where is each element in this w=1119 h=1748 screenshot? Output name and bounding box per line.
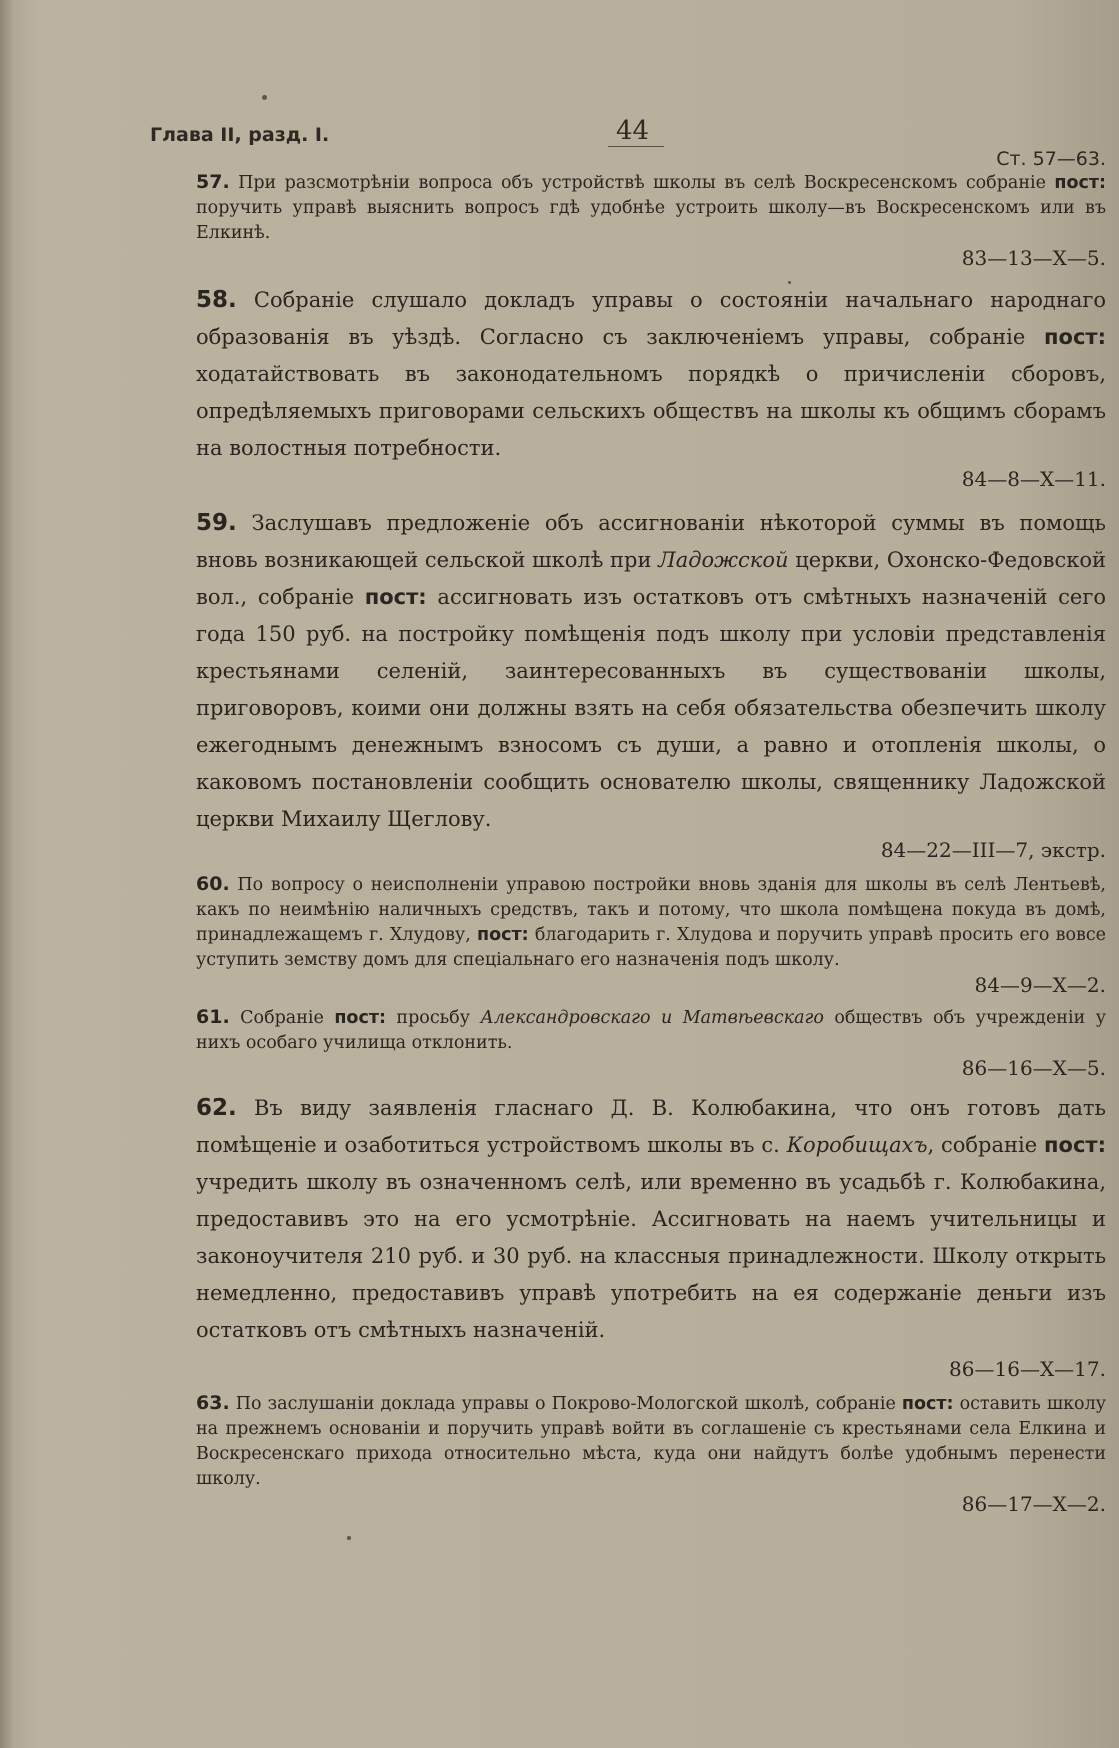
article-number: 62.: [196, 1095, 237, 1121]
article-number: 60.: [196, 873, 230, 895]
articles-range: Ст. 57—63.: [996, 148, 1106, 170]
article-text: 60. По вопросу о неисполненіи управою постройки вновь зданія для школы въ селѣ Лентьевѣ, какъ по неимѣнію наличныхъ средствъ, такъ и потому, что школа помѣщена покуда въ домѣ, принадлежащемъ г. Хлудову, пост: благодарить г. Хлудова и поручить управѣ просить его вовсе уступить земству домъ для спеціальнаго его назначенія подъ школу.: [196, 873, 1106, 970]
article-59: [112, 505, 1106, 862]
decision-keyword: пост:: [1044, 1133, 1106, 1157]
decision-keyword: пост:: [364, 585, 427, 609]
article-text: 59. Заслушавъ предложеніе объ ассигнованіи нѣкоторой суммы въ помощь вновь возникающей сельской школѣ при Ладожской церкви, Охонско-Федовской вол., собраніе пост: ассигновать изъ остатковъ отъ смѣтныхъ назначеній сего года 150 руб. на постройку помѣщенія подъ школу при условіи представленія крестьянами селеній, заинтересованныхъ въ существованіи школы, приговоровъ, коими они должны взять на себя обязательства обезпечить школу ежегоднымъ денежнымъ взносомъ съ души, а равно и отопленія школы, о каковомъ постановленіи сообщить основателю школы, священнику Ладожской церкви Михаилу Щеглову.: [196, 510, 1106, 831]
article-62: [112, 1090, 1106, 1381]
article-number: 59.: [196, 510, 237, 536]
ink-speck: [788, 281, 791, 284]
page-number-rule: [608, 146, 664, 147]
article-text: 63. По заслушаніи доклада управы о Покрово-Мологской школѣ, собраніе пост: оставить школу на прежнемъ основаніи и поручить управѣ войти въ соглашеніе съ крестьянами села Елкина и Воскресенскаго прихода относительно мѣста, куда они найдутъ болѣе удобнымъ перенести школу.: [196, 1392, 1106, 1489]
village-name: Коробищахъ: [786, 1133, 928, 1157]
decision-keyword: пост:: [1044, 325, 1106, 349]
article-reference: 84—9—X—2.: [974, 973, 1106, 997]
decision-keyword: пост:: [477, 925, 529, 945]
article-text: 62. Въ виду заявленія гласнаго Д. В. Колюбакина, что онъ готовъ дать помѣщеніе и озаботиться устройствомъ школы въ с. Коробищахъ, собраніе пост: учредить школу въ означенномъ селѣ, или временно въ усадьбѣ г. Колюбакина, предоставивъ это на его усмотрѣніе. Ассигновать на наемъ учительницы и законоучителя 210 руб. и 30 руб. на классныя принадлежности. Школу открыть немедленно, предоставивъ управѣ употребить на ея содержаніе деньги изъ остатковъ отъ смѣтныхъ назначеній.: [196, 1095, 1106, 1342]
article-number: 63.: [196, 1392, 230, 1414]
society-names: Александровскаго и Матвѣевскаго: [480, 1008, 824, 1028]
article-number: 58.: [196, 287, 237, 313]
decision-keyword: пост:: [901, 1394, 954, 1414]
article-reference: 84—8—X—11.: [961, 467, 1106, 491]
article-text: 58. Собраніе слушало докладъ управы о состояніи начальнаго народнаго образованія въ уѣздѣ. Согласно съ заключеніемъ управы, собраніе пост: ходатайствовать въ законодательномъ порядкѣ о причисленіи сборовъ, опредѣляемыхъ приговорами сельскихъ обществъ на школы къ общимъ сборамъ на волостныя потребности.: [196, 287, 1106, 460]
article-reference: 86—17—X—2.: [961, 1492, 1106, 1516]
article-reference: 84—22—III—7, экстр.: [880, 838, 1106, 862]
article-58: [112, 282, 1106, 491]
article-reference: 83—13—X—5.: [961, 246, 1106, 270]
article-text: 57. При разсмотрѣніи вопроса объ устройствѣ школы въ селѣ Воскресенскомъ собраніе пост: поручить управѣ выяснить вопросъ гдѣ удобнѣе устроить школу—въ Воскресенскомъ или въ Елкинѣ.: [196, 171, 1106, 243]
article-number: 61.: [196, 1006, 230, 1028]
decision-keyword: пост:: [1054, 173, 1106, 193]
ink-speck: [347, 1536, 351, 1540]
article-text: 61. Собраніе пост: просьбу Александровскаго и Матвѣевскаго обществъ объ учрежденіи у нихъ особаго училища отклонить.: [196, 1006, 1106, 1053]
article-61: [112, 1005, 1106, 1080]
article-60: [112, 872, 1106, 997]
page-body: [112, 170, 1106, 1516]
article-reference: 86—16—X—17.: [949, 1357, 1106, 1381]
page-number: 44: [616, 116, 650, 146]
article-57: [112, 170, 1106, 270]
article-number: 57.: [196, 171, 230, 193]
ink-speck: [262, 95, 267, 100]
church-name: Ладожской: [658, 548, 789, 572]
chapter-section-label: Глава II, разд. I.: [150, 124, 330, 146]
decision-keyword: пост:: [334, 1008, 386, 1028]
article-63: [112, 1391, 1106, 1516]
article-reference: 86—16—X—5.: [961, 1056, 1106, 1080]
